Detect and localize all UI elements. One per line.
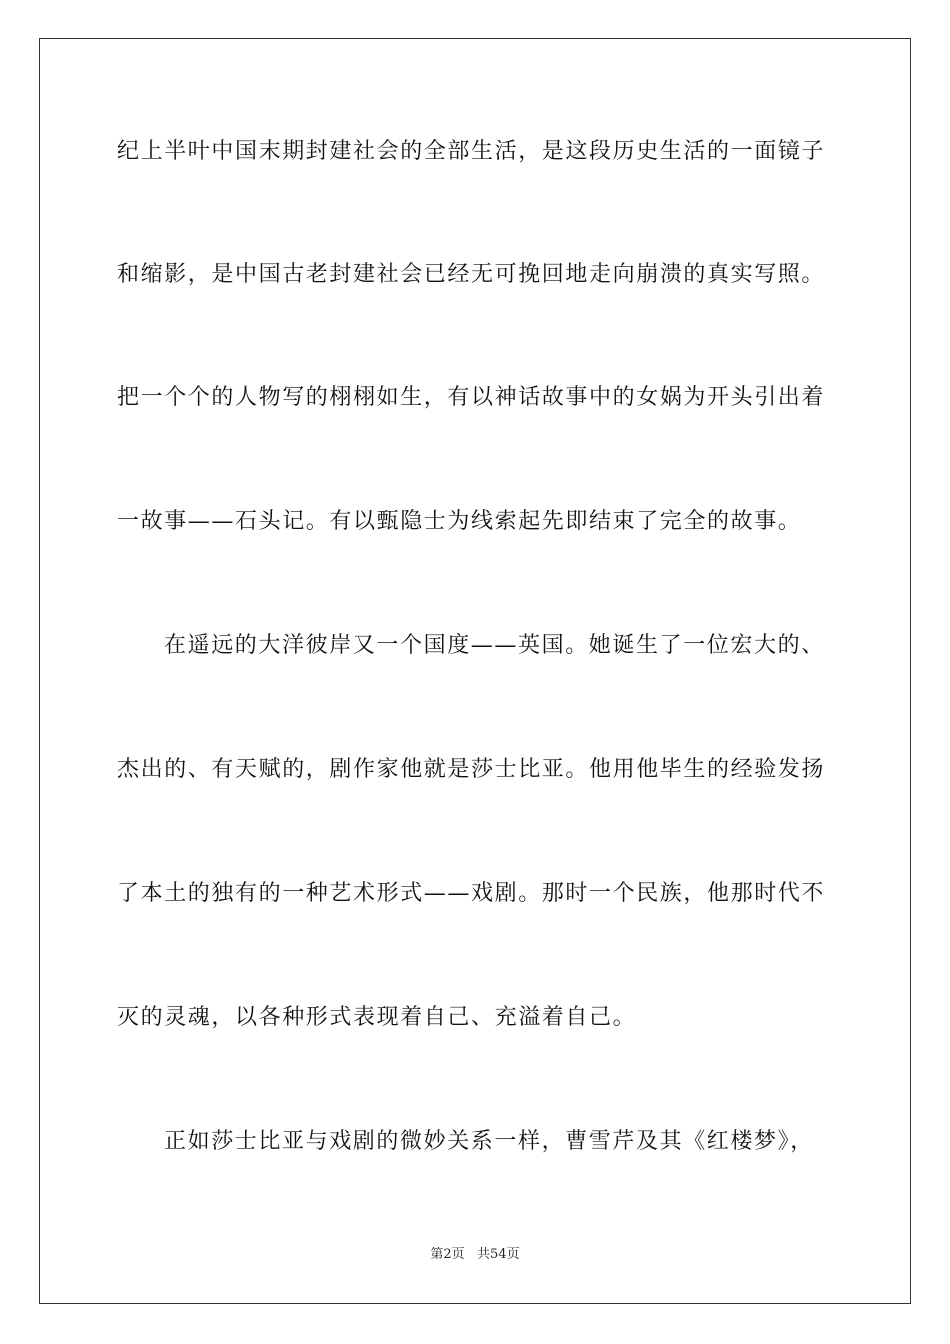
body-line-5: 在遥远的大洋彼岸又一个国度——英国。她诞生了一位宏大的、 bbox=[164, 633, 825, 658]
body-line-6: 杰出的、有天赋的，剧作家他就是莎士比亚。他用他毕生的经验发扬 bbox=[117, 757, 826, 782]
body-line-7: 了本土的独有的一种艺术形式——戏剧。那时一个民族，他那时代不 bbox=[117, 881, 826, 906]
body-line-8: 灭的灵魂，以各种形式表现着自己、充溢着自己。 bbox=[117, 1005, 637, 1030]
body-line-9: 正如莎士比亚与戏剧的微妙关系一样，曹雪芹及其《红楼梦》， bbox=[164, 1129, 814, 1154]
body-line-4: 一故事——石头记。有以甄隐士为线索起先即结束了完全的故事。 bbox=[117, 509, 802, 534]
page-footer: 第2页 共54页 bbox=[430, 1247, 520, 1262]
body-line-2: 和缩影，是中国古老封建社会已经无可挽回地走向崩溃的真实写照。 bbox=[117, 262, 826, 287]
page-frame bbox=[39, 38, 911, 1304]
body-line-1: 纪上半叶中国末期封建社会的全部生活，是这段历史生活的一面镜子 bbox=[117, 139, 826, 164]
body-line-3: 把一个个的人物写的栩栩如生，有以神话故事中的女娲为开头引出着 bbox=[117, 385, 826, 410]
